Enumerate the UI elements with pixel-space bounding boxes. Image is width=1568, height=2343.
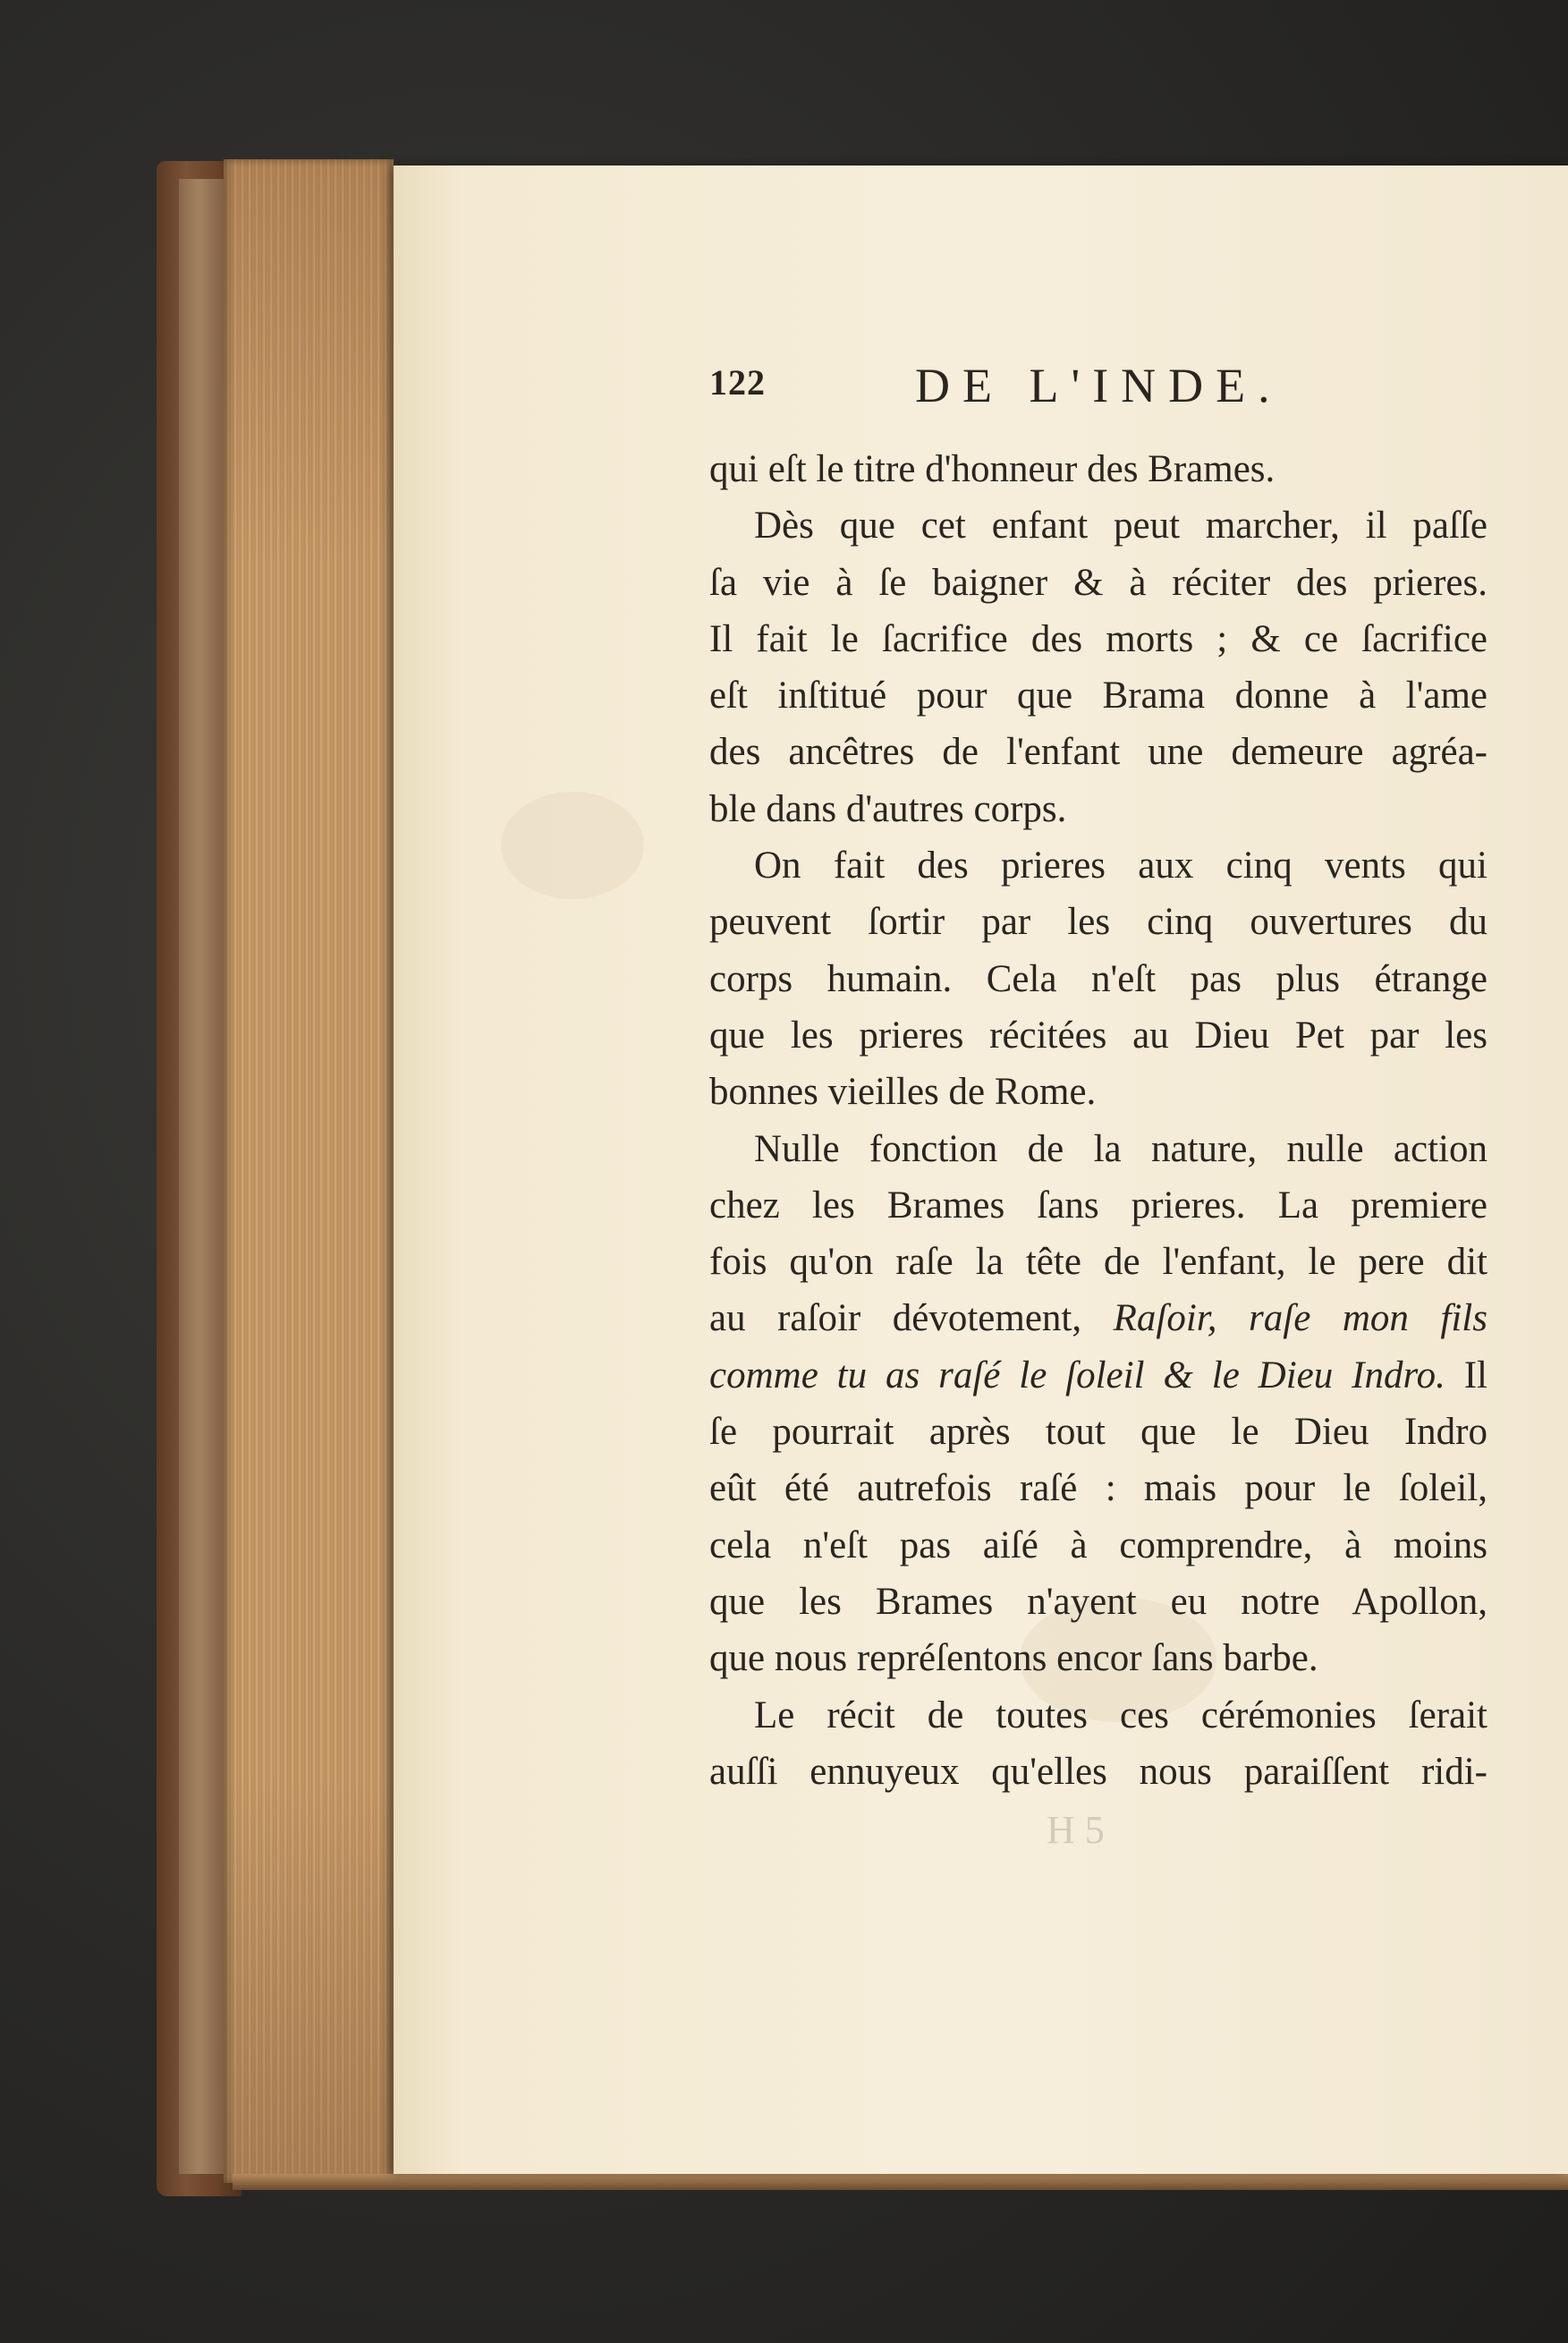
text-line — [709, 1177, 1487, 1234]
line-text: eſt inſtitué pour que Brama donne à l'ame — [709, 675, 1487, 717]
line-text: que les Brames n'ayent eu notre Apollon, — [709, 1580, 1487, 1623]
text-line — [709, 951, 1487, 1007]
line-text: bonnes vieilles de Rome. — [709, 1071, 1097, 1114]
line-text: cela n'eſt pas aiſé à comprendre, à moins — [709, 1524, 1487, 1566]
text-line — [709, 1234, 1487, 1290]
line-text: auſſi ennuyeux qu'elles nous paraiſſent ridi- — [709, 1750, 1487, 1793]
text-line — [709, 1574, 1487, 1630]
text-line — [709, 1744, 1487, 1800]
paper-stain — [501, 792, 644, 899]
line-text: que les prieres récitées au Dieu Pet par les — [709, 1014, 1487, 1057]
line-text: qui eſt le titre d'honneur des Brames. — [709, 448, 1276, 490]
running-title: DE L'INDE. — [915, 359, 1283, 412]
line-text: eût été autrefois raſé : mais pour le ſoleil, — [709, 1467, 1487, 1510]
bleed-through-signature: H 5 — [1047, 1808, 1105, 1852]
book-cover-inner — [179, 179, 228, 2174]
text-line — [709, 1687, 1487, 1744]
italic-text: Raſoir, raſe mon fils — [1113, 1297, 1487, 1340]
line-text: fois qu'on raſe la tête de l'enfant, le pere dit — [709, 1241, 1487, 1284]
line-text: Il fait le ſacrifice des morts ; & ce ſacrifice — [709, 617, 1487, 660]
text-line — [709, 667, 1487, 724]
page-stack-stain — [224, 159, 394, 2183]
text-line — [709, 1460, 1487, 1516]
line-text: ble dans d'autres corps. — [709, 787, 1067, 830]
text-line — [709, 555, 1487, 611]
line-text: ſa vie à ſe baigner & à réciter des prieres. — [709, 561, 1487, 604]
line-text: peuvent ſortir par les cinq ouvertures du — [709, 901, 1487, 944]
text-line — [709, 1121, 1487, 1177]
text-line — [709, 611, 1487, 667]
line-text: Il — [1445, 1354, 1487, 1396]
text-line — [709, 1630, 1487, 1686]
line-text: Dès que cet enfant peut marcher, il paſſe — [754, 505, 1487, 548]
line-text: Nulle fonction de la nature, nulle action — [754, 1127, 1487, 1170]
text-line — [709, 724, 1487, 780]
line-text: chez les Brames ſans prieres. La premiere — [709, 1184, 1487, 1227]
line-text: corps humain. Cela n'eſt pas plus étrange — [709, 957, 1487, 1000]
text-line — [709, 1517, 1487, 1574]
line-text: On fait des prieres aux cinq vents qui — [754, 845, 1487, 887]
line-text: Le récit de toutes ces cérémonies ſerait — [754, 1694, 1487, 1736]
text-line — [709, 1347, 1487, 1404]
page-bottom-edge — [233, 2174, 1568, 2190]
page-header — [709, 361, 1309, 417]
page-number: 122 — [709, 362, 766, 403]
line-text: que nous repréſentons encor ſans barbe. — [709, 1637, 1318, 1680]
text-line — [709, 837, 1487, 894]
text-line — [709, 781, 1487, 837]
text-line — [709, 441, 1487, 497]
line-text: au raſoir dévotement, — [709, 1297, 1082, 1340]
text-line — [709, 1064, 1487, 1120]
text-line — [709, 1404, 1487, 1460]
line-text: ſe pourrait après tout que le Dieu Indro — [709, 1411, 1487, 1454]
text-line — [709, 1007, 1487, 1064]
body-text — [709, 441, 1487, 1800]
italic-text: comme tu as raſé le ſoleil & le Dieu Indro. — [709, 1354, 1445, 1396]
text-line — [709, 1290, 1487, 1346]
text-line — [709, 894, 1487, 950]
text-line — [709, 497, 1487, 554]
line-text: des ancêtres de l'enfant une demeure agréa- — [709, 731, 1487, 774]
